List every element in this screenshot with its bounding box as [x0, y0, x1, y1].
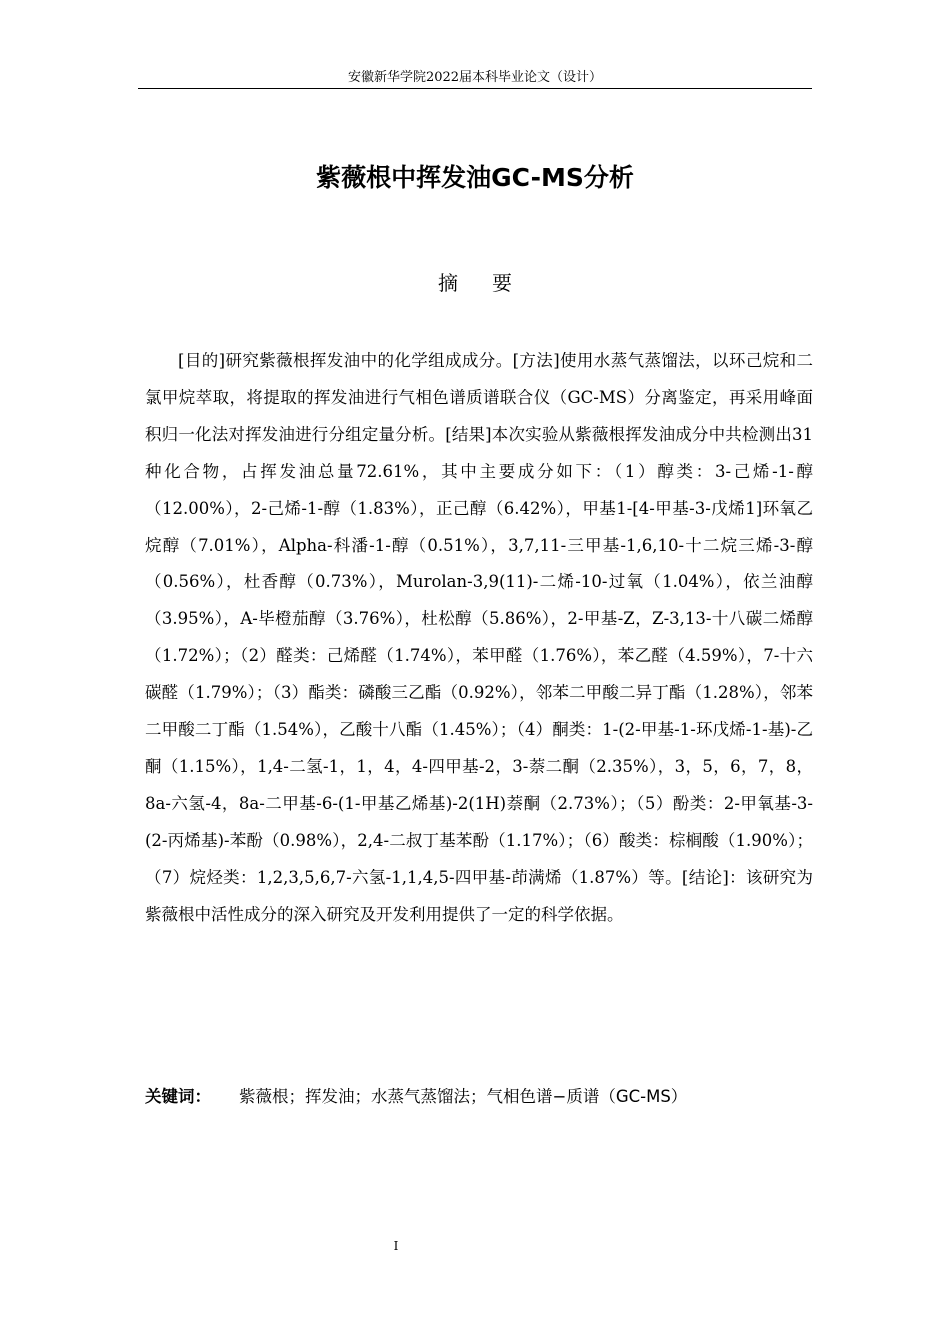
paper-title: 紫薇根中挥发油GC-MS分析 [316, 163, 634, 192]
header-rule [138, 88, 812, 89]
keywords-label: 关键词： [145, 1087, 211, 1106]
abstract-heading: 摘要 [438, 271, 546, 295]
running-header: 安徽新华学院2022届本科毕业论文（设计） [347, 70, 603, 85]
abstract-body: [目的]研究紫薇根挥发油中的化学组成成分。[方法]使用水蒸气蒸馏法，以环己烷和二氯甲烷萃取，将提取的挥发油进行气相色谱质谱联合仪（GC-MS）分离鉴定，再采用峰面积归一化法对挥发油进行分组定量分析。[结果]本次实验从紫薇根挥发油成分中共检测出31种化合物，占挥发油总量72.61%，其中主要成分如下：（1）醇类：3-己烯-1-醇（12.00%），2-己烯-1-醇（1.83%），正己醇（6.42%），甲基1-[4-甲基-3-戊烯1]环氧乙烷醇（7.01%），Alpha-科潘-1-醇（0.51%），3,7,11-三甲基-1,6,10-十二烷三烯-3-醇（0.56%），杜香醇（0.73%），Murolan-3,9(11)-二烯-10-过氧（1.04%），依兰油醇（3.95%），A-毕橙茄醇（3.76%），杜松醇（5.86%），2-甲基-Z，Z-3,13-十八碳二烯醇（1.72%）；（2）醛类：己烯醛（1.74%），苯甲醛（1.76%），苯乙醛（4.59%），7-十六碳醛（1.79%）；（3）酯类：磷酸三乙酯（0.92%），邻苯二甲酸二异丁酯（1.28%），邻苯二甲酸二丁酯（1.54%），乙酸十八酯（1.45%）；（4）酮类：1-(2-甲基-1-环戊烯-1-基)-乙酮（1.15%），1,4-二氢-1，1，4，4-四甲基-2，3-萘二酮（2.35%），3，5，6，7，8，8a-六氢-4，8a-二甲基-6-(1-甲基乙烯基)-2(1H)萘酮（2.73%）；（5）酚类：2-甲氧基-3-(2-丙烯基)-苯酚（0.98%），2,4-二叔丁基苯酚（1.17%）；（6）酸类：棕榈酸（1.90%）；（7）烷烃类：1,2,3,5,6,7-六氢-1,1,4,5-四甲基-茚满烯（1.87%）等。[结论]：该研究为紫薇根中活性成分的深入研究及开发利用提供了一定的科学依据。 [145, 351, 813, 924]
keywords-text: 紫薇根；挥发油；水蒸气蒸馏法；气相色谱−质谱（GC-MS） [239, 1087, 688, 1106]
keywords-line [145, 1084, 813, 1110]
page-number: I [393, 1239, 399, 1253]
